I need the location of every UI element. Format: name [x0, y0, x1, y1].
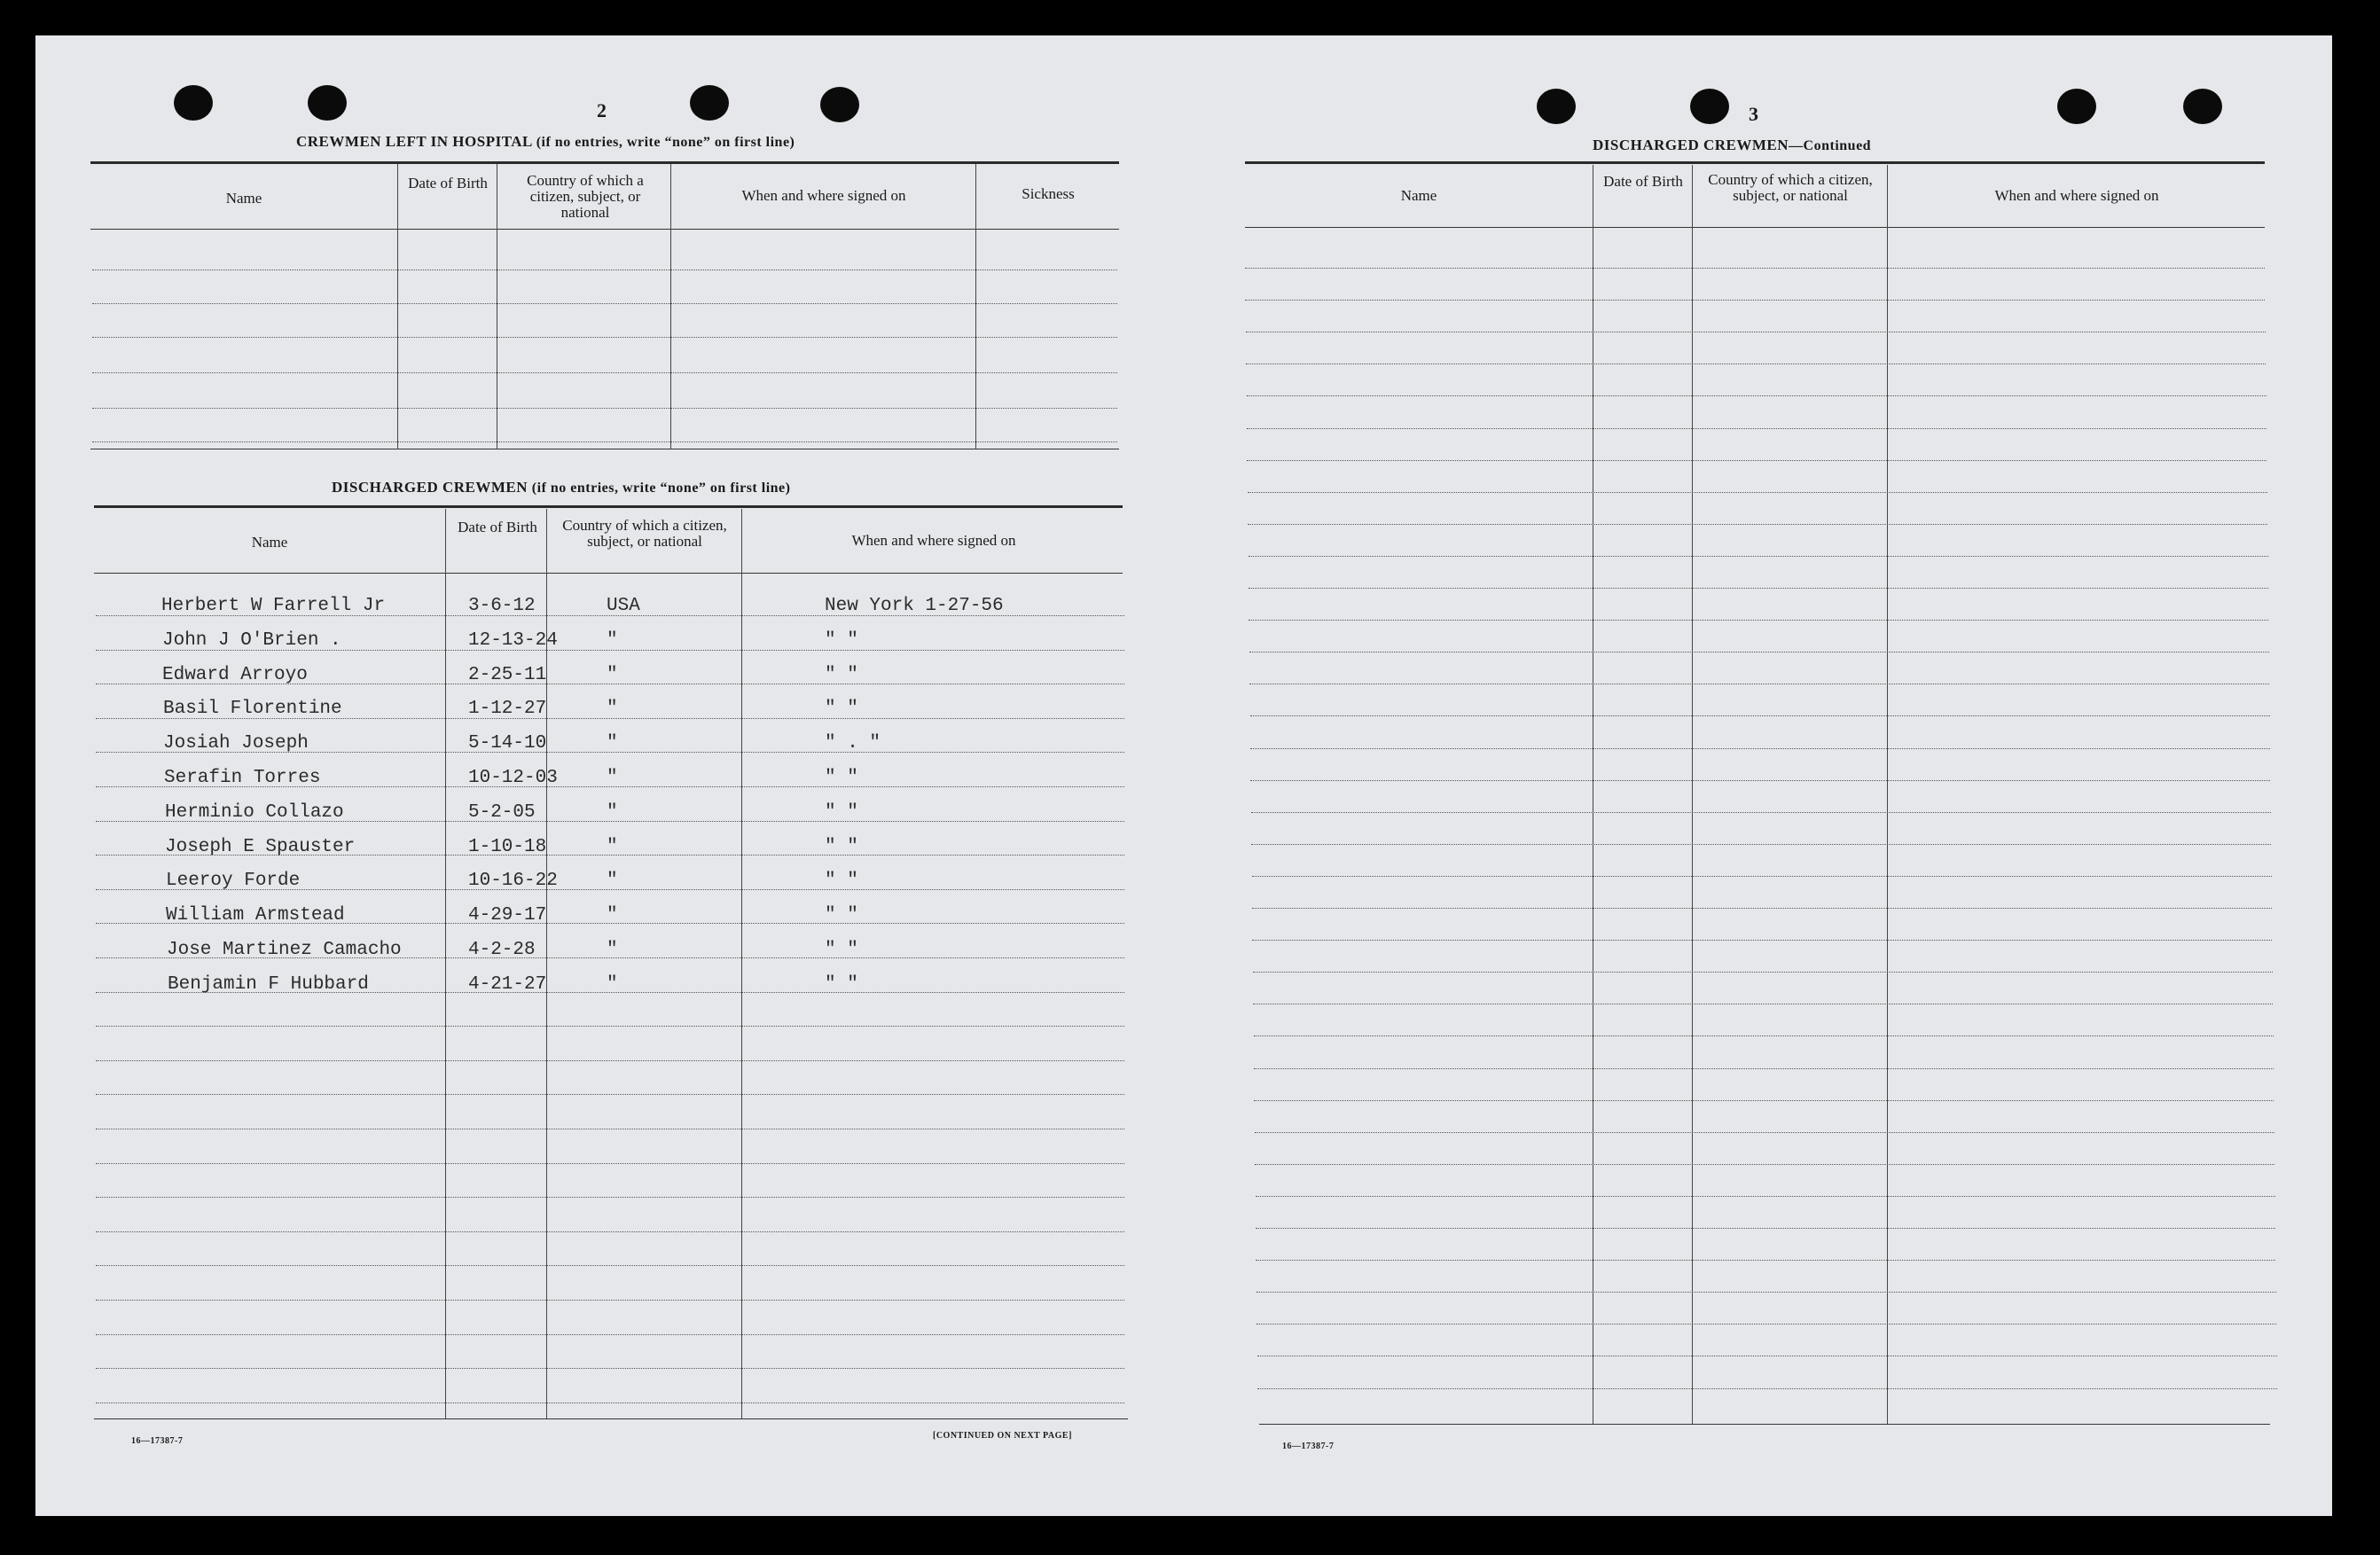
- hospital-top-rule: [90, 161, 1119, 164]
- entry-line: [1246, 363, 2266, 364]
- hospital-header-rule: [90, 229, 1119, 230]
- punch-hole: [2183, 89, 2222, 124]
- discharged-col-divider: [445, 509, 446, 1418]
- entry-line: [1250, 780, 2270, 781]
- crew-dob: 4-21-27: [468, 973, 547, 995]
- entry-line: [1253, 972, 2273, 973]
- crew-dob: 5-2-05: [468, 801, 536, 823]
- entry-line: [1254, 1100, 2274, 1101]
- crew-signed-on: " ": [825, 699, 858, 720]
- hospital-entry-line: [92, 408, 1117, 409]
- crew-name: Joseph E Spauster: [165, 836, 356, 857]
- crew-signed-on: " ": [825, 973, 858, 995]
- right-bottom-rule: [1259, 1424, 2270, 1425]
- discharged-title-text: DISCHARGED CREWMEN: [332, 479, 528, 496]
- continued-note: [CONTINUED ON NEXT PAGE]: [933, 1431, 1072, 1441]
- hospital-col-divider: [670, 164, 671, 449]
- punch-hole: [1537, 89, 1576, 124]
- entry-line: [1255, 1164, 2274, 1165]
- hospital-col-dob: Date of Birth: [408, 175, 488, 191]
- discharged-title-note: (if no entries, write “none” on first line): [531, 481, 791, 496]
- crew-name: William Armstead: [166, 905, 345, 926]
- right-title-suffix: —Continued: [1789, 138, 1872, 153]
- entry-line: [96, 650, 1124, 651]
- entry-line: [96, 855, 1124, 856]
- entry-line: [96, 718, 1124, 719]
- right-page-number: 3: [1749, 103, 1758, 125]
- entry-line: [1256, 1196, 2275, 1197]
- entry-line: [96, 1163, 1124, 1164]
- crew-country: ": [607, 768, 618, 788]
- crew-dob: 10-12-03: [468, 768, 558, 788]
- right-top-rule: [1245, 161, 2265, 164]
- hospital-col-name: Name: [225, 190, 262, 207]
- discharged-top-rule: [94, 505, 1123, 508]
- entry-line: [1251, 844, 2271, 845]
- hospital-entry-line: [92, 303, 1117, 304]
- entry-line: [1249, 620, 2268, 621]
- crew-dob: 4-2-28: [468, 940, 536, 960]
- crew-country: ": [607, 629, 618, 651]
- entry-line: [1249, 588, 2268, 589]
- discharged-col-name: Name: [251, 534, 288, 551]
- right-col-divider: [1692, 165, 1693, 1424]
- punch-hole: [308, 85, 347, 121]
- crew-country: ": [607, 733, 618, 754]
- entry-line: [1247, 460, 2266, 461]
- entry-line: [96, 1231, 1124, 1232]
- punch-hole: [1690, 89, 1729, 124]
- form-sheet: [35, 35, 2332, 1516]
- hospital-col-divider: [397, 164, 398, 449]
- right-footer-code: 16—17387-7: [1282, 1442, 1335, 1451]
- crew-name: Jose Martinez Camacho: [167, 940, 402, 960]
- crew-dob: 5-14-10: [468, 733, 547, 754]
- crew-dob: 12-13-24: [468, 629, 558, 651]
- crew-name: Serafin Torres: [164, 768, 321, 788]
- crew-name: Josiah Joseph: [163, 733, 309, 754]
- entry-line: [1254, 1068, 2274, 1069]
- entry-line: [96, 889, 1124, 890]
- entry-line: [96, 992, 1124, 993]
- entry-line: [1252, 940, 2272, 941]
- entry-line: [96, 1334, 1124, 1335]
- right-col-dob: Date of Birth: [1603, 173, 1683, 190]
- entry-line: [96, 786, 1124, 787]
- hospital-col-signed: When and where signed on: [741, 187, 906, 204]
- entry-line: [1257, 1388, 2277, 1389]
- crew-signed-on: " ": [825, 871, 858, 892]
- entry-line: [1257, 1292, 2276, 1293]
- entry-line: [96, 1026, 1124, 1027]
- crew-signed-on: " ": [825, 836, 858, 857]
- hospital-title-text: CREWMEN LEFT IN HOSPITAL: [296, 133, 532, 150]
- entry-line: [1255, 1132, 2274, 1133]
- entry-line: [96, 957, 1124, 958]
- crew-signed-on: " ": [825, 801, 858, 823]
- crew-signed-on: New York 1-27-56: [825, 596, 1004, 616]
- right-col-country: Country of which a citizen, subject, or national: [1708, 171, 1873, 204]
- right-col-name: Name: [1400, 187, 1437, 204]
- crew-name: Basil Florentine: [163, 699, 342, 720]
- entry-line: [1248, 524, 2267, 525]
- crew-dob: 1-10-18: [468, 836, 547, 857]
- right-header-rule: [1245, 227, 2265, 228]
- hospital-col-country: Country of which a citizen, subject, or national: [527, 172, 644, 221]
- entry-line: [96, 1094, 1124, 1095]
- right-col-signed: When and where signed on: [1994, 187, 2159, 204]
- entry-line: [1256, 1228, 2275, 1229]
- entry-line: [96, 752, 1124, 753]
- hospital-col-sickness: Sickness: [1022, 185, 1075, 202]
- punch-hole: [2057, 89, 2096, 124]
- hospital-title-note: (if no entries, write “none” on first line): [536, 135, 795, 150]
- right-col-divider: [1887, 165, 1888, 1424]
- entry-line: [96, 1368, 1124, 1369]
- discharged-header-rule: [94, 573, 1123, 574]
- entry-line: [96, 923, 1124, 924]
- crew-name: Herbert W Farrell Jr: [161, 596, 386, 616]
- discharged-col-country: Country of which a citizen, subject, or national: [562, 517, 727, 550]
- crew-signed-on: " . ": [825, 733, 881, 754]
- crew-dob: 10-16-22: [468, 871, 558, 892]
- crew-name: John J O'Brien .: [162, 629, 341, 651]
- entry-line: [96, 821, 1124, 822]
- punch-hole: [174, 85, 213, 121]
- crew-dob: 4-29-17: [468, 905, 547, 926]
- crew-signed-on: " ": [825, 629, 858, 651]
- entry-line: [1247, 428, 2266, 429]
- hospital-entry-line: [92, 337, 1117, 338]
- punch-hole: [690, 85, 729, 121]
- hospital-section-title: [296, 133, 795, 151]
- crew-signed-on: " ": [825, 940, 858, 960]
- right-title-text: DISCHARGED CREWMEN: [1593, 137, 1789, 153]
- crew-name: Benjamin F Hubbard: [168, 973, 369, 995]
- crew-country: ": [607, 940, 618, 960]
- crew-country: ": [607, 871, 618, 892]
- entry-line: [1247, 395, 2266, 396]
- entry-line: [1248, 492, 2267, 493]
- discharged-section-title: [332, 479, 790, 496]
- entry-line: [96, 1300, 1124, 1301]
- entry-line: [1249, 556, 2268, 557]
- crew-name: Herminio Collazo: [165, 801, 344, 823]
- entry-line: [1250, 748, 2270, 749]
- left-footer-code: 16—17387-7: [131, 1436, 184, 1446]
- right-section-title: [1593, 137, 1871, 154]
- entry-line: [1252, 908, 2272, 909]
- discharged-col-divider: [741, 509, 742, 1418]
- crew-country: ": [607, 699, 618, 720]
- discharged-col-dob: Date of Birth: [458, 519, 537, 535]
- entry-line: [1245, 300, 2265, 301]
- crew-signed-on: " ": [825, 905, 858, 926]
- crew-name: Leeroy Forde: [166, 871, 301, 892]
- crew-country: USA: [607, 596, 640, 616]
- entry-line: [1252, 876, 2272, 877]
- entry-line: [1250, 715, 2270, 716]
- crew-dob: 2-25-11: [468, 664, 547, 685]
- entry-line: [96, 1265, 1124, 1266]
- crew-country: ": [607, 836, 618, 857]
- crew-country: ": [607, 905, 618, 926]
- discharged-bottom-rule: [94, 1418, 1128, 1419]
- entry-line: [96, 1060, 1124, 1061]
- crew-country: ": [607, 801, 618, 823]
- crew-country: ": [607, 664, 618, 685]
- crew-dob: 3-6-12: [468, 596, 536, 616]
- entry-line: [1251, 812, 2271, 813]
- crew-name: Edward Arroyo: [162, 664, 308, 685]
- hospital-entry-line: [92, 441, 1117, 442]
- entry-line: [1256, 1260, 2275, 1261]
- left-page-number: 2: [597, 99, 607, 121]
- entry-line: [96, 1197, 1124, 1198]
- crew-signed-on: " ": [825, 664, 858, 685]
- discharged-col-signed: When and where signed on: [851, 532, 1016, 549]
- entry-line: [96, 615, 1124, 616]
- punch-hole: [820, 87, 859, 122]
- crew-dob: 1-12-27: [468, 699, 547, 720]
- crew-signed-on: " ": [825, 768, 858, 788]
- hospital-col-divider: [975, 164, 976, 449]
- entry-line: [1245, 268, 2265, 269]
- entry-line: [1254, 1035, 2274, 1036]
- crew-country: ": [607, 973, 618, 995]
- hospital-entry-line: [92, 372, 1117, 373]
